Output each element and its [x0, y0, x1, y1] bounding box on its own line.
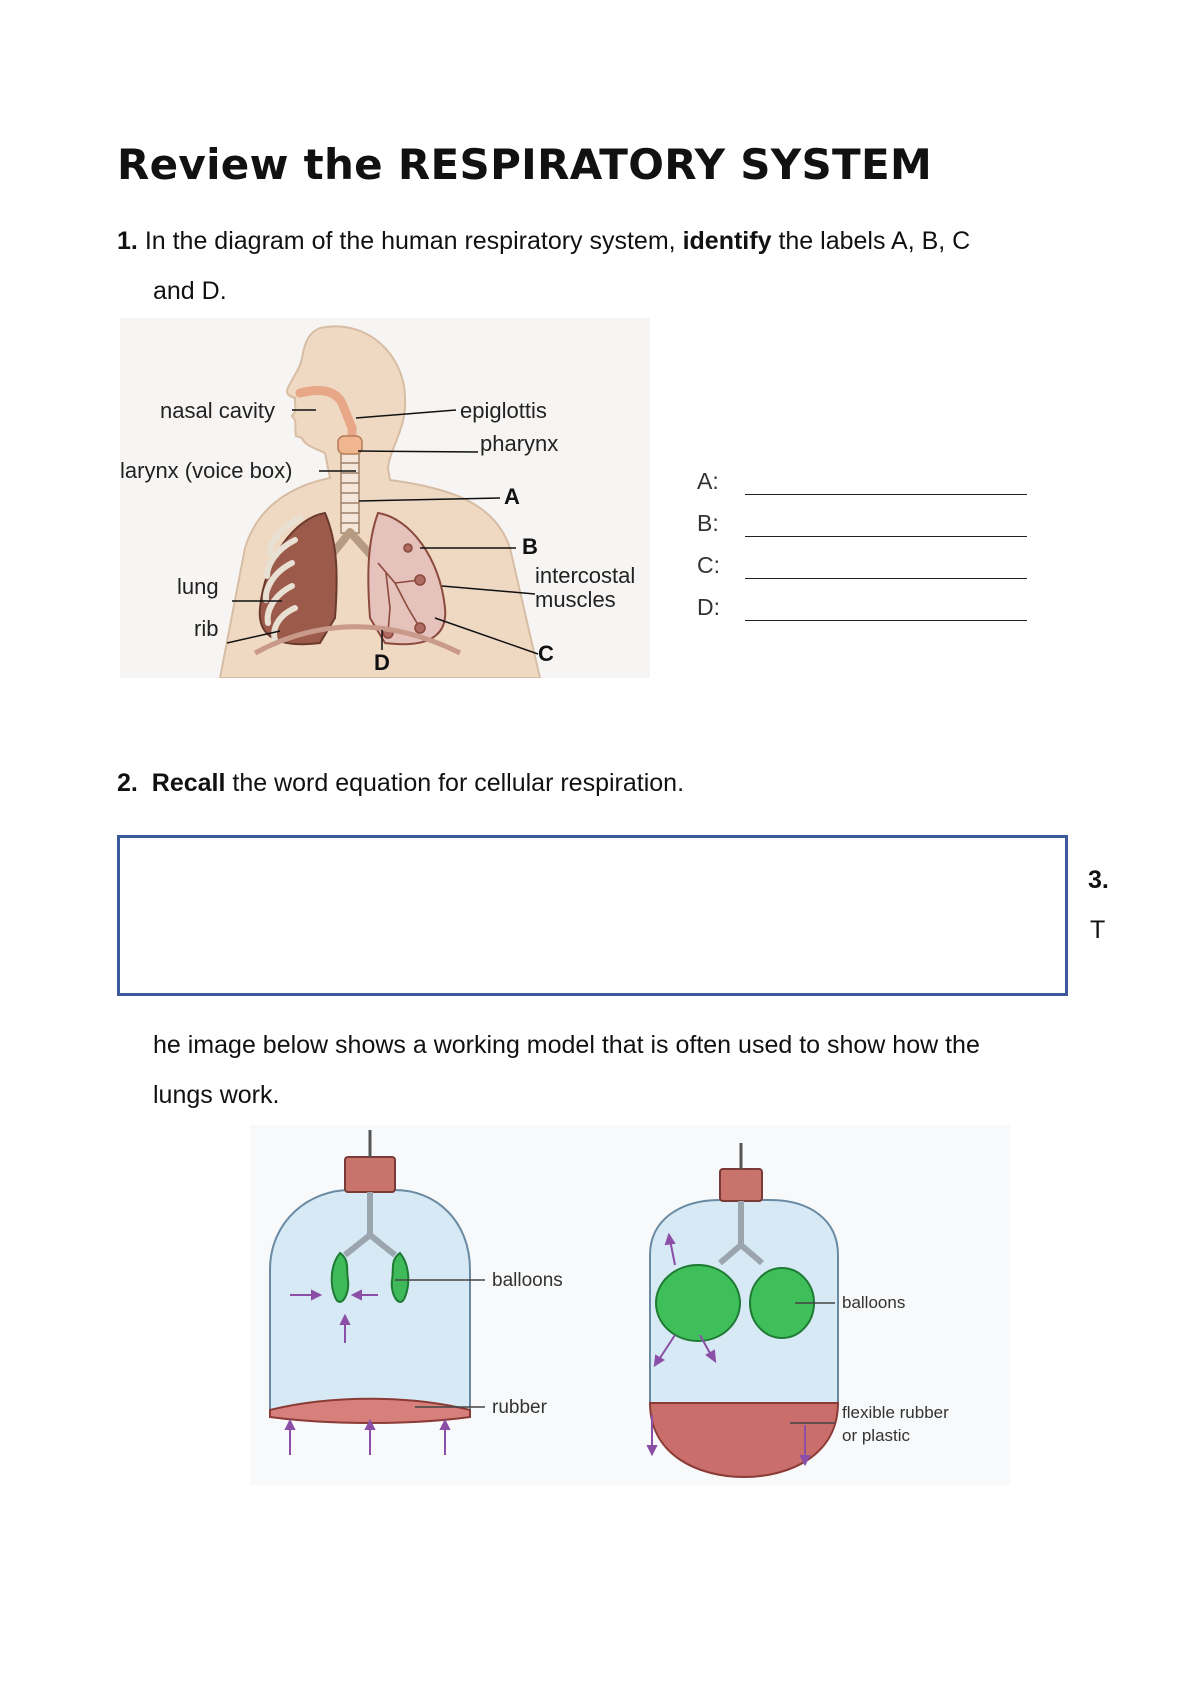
question-3-line2: lungs work. [153, 1081, 280, 1109]
label-pharynx: pharynx [480, 431, 559, 456]
answer-label-a: A: [697, 468, 719, 494]
right-rubber-label-2: or plastic [842, 1426, 911, 1445]
question-1-text-after: the labels A, B, C [778, 227, 971, 255]
question-1-text-before: In the diagram of the human respiratory system, [144, 227, 676, 255]
equation-answer-box[interactable] [117, 835, 1068, 996]
answer-row-d [697, 594, 1027, 636]
right-rubber-label-1: flexible rubber [842, 1403, 949, 1422]
question-2-keyword: Recall [151, 769, 226, 797]
label-D: D [374, 650, 390, 675]
label-C: C [538, 641, 554, 666]
question-2-number: 2. [117, 769, 138, 797]
answer-field-b[interactable] [745, 510, 1027, 537]
answer-lines [697, 468, 1027, 636]
question-1 [117, 216, 970, 266]
answer-row-c [697, 552, 1027, 594]
question-1-keyword: identify [682, 227, 772, 255]
question-1-number: 1. [117, 227, 138, 255]
question-2 [117, 758, 684, 808]
answer-label-c: C: [697, 552, 720, 578]
label-muscles: muscles [535, 587, 616, 612]
answer-field-c[interactable] [745, 552, 1027, 579]
label-nasal-cavity: nasal cavity [160, 398, 275, 423]
question-3-first-letter: T [1090, 916, 1106, 944]
respiratory-system-diagram [120, 318, 650, 678]
answer-label-b: B: [697, 510, 719, 536]
label-intercostal: intercostal [535, 563, 636, 588]
label-larynx: larynx (voice box) [120, 458, 293, 483]
label-rib: rib [194, 616, 219, 641]
answer-row-a [697, 468, 1027, 510]
question-1-line2: and D. [153, 277, 227, 305]
label-lung: lung [177, 574, 219, 599]
left-balloons-label: balloons [492, 1270, 563, 1291]
answer-label-d: D: [697, 594, 720, 620]
right-balloons-label: balloons [842, 1293, 906, 1312]
question-2-text: the word equation for cellular respiration. [232, 769, 685, 797]
label-B: B [522, 534, 538, 559]
left-rubber-label: rubber [492, 1397, 547, 1418]
bell-jar-model-diagram [250, 1125, 1010, 1485]
page-title: Review the RESPIRATORY SYSTEM [117, 140, 933, 189]
question-3-line1: he image below shows a working model that is often used to show how the [153, 1031, 980, 1059]
answer-row-b [697, 510, 1027, 552]
label-epiglottis: epiglottis [460, 398, 547, 423]
label-A: A [504, 484, 520, 509]
answer-field-d[interactable] [745, 594, 1027, 621]
question-3-number: 3. [1088, 866, 1109, 894]
answer-field-a[interactable] [745, 468, 1027, 495]
